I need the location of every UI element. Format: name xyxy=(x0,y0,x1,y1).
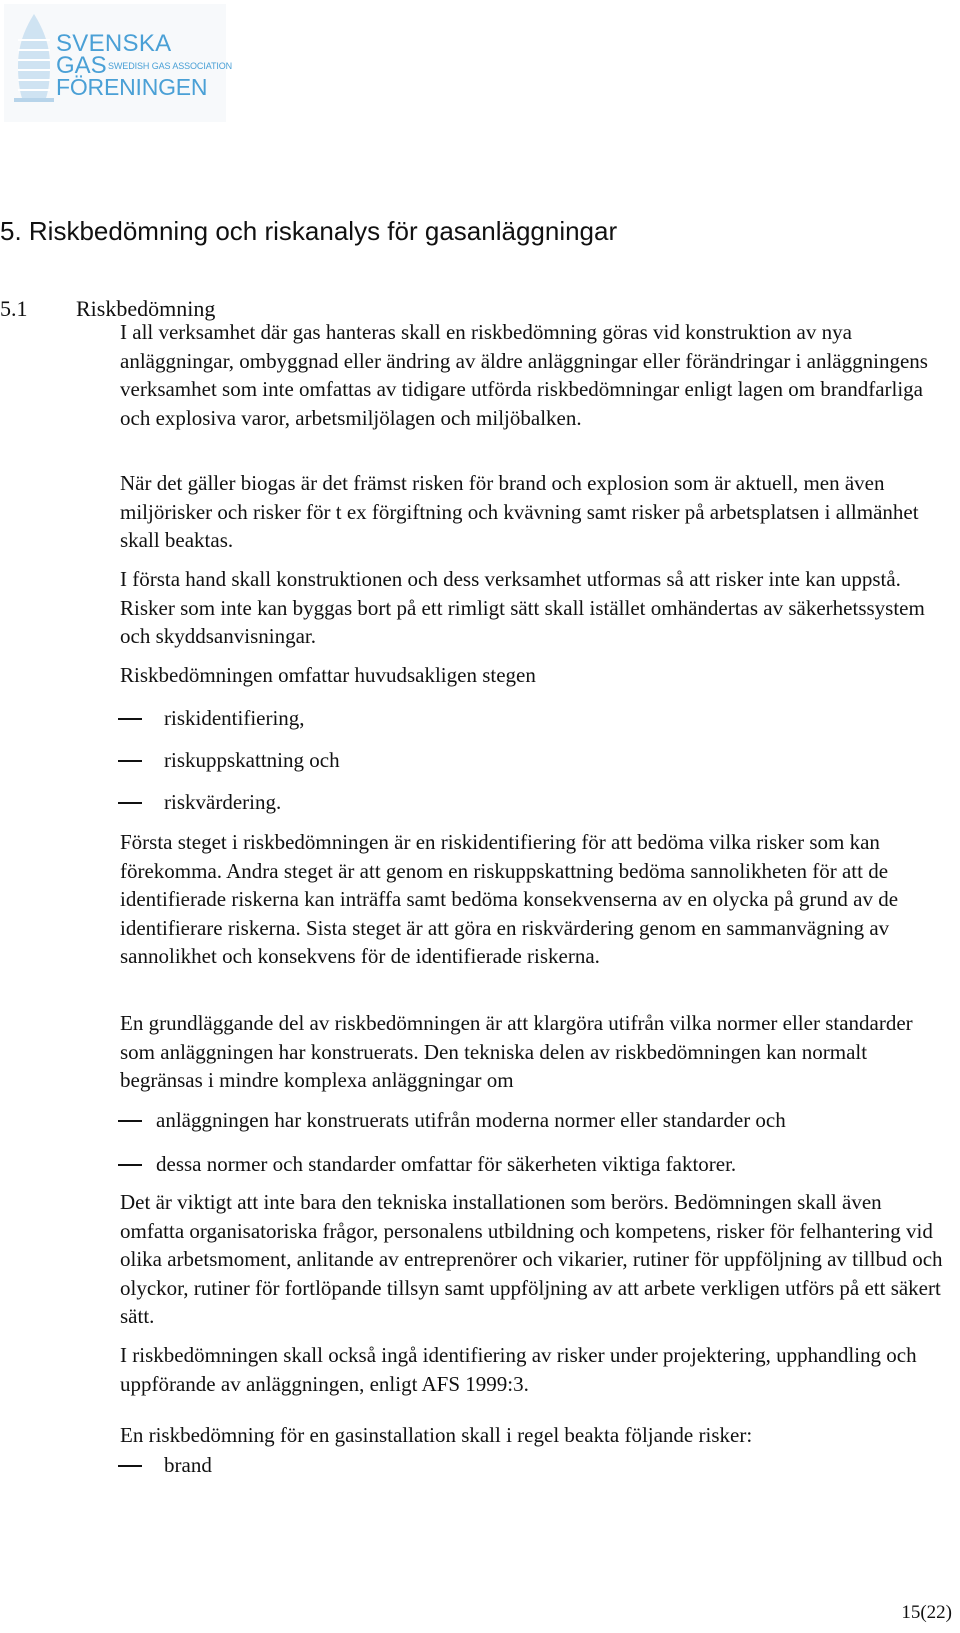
dash-bullet xyxy=(118,760,142,762)
logo-tagline: SWEDISH GAS ASSOCIATION xyxy=(108,61,233,71)
chapter-title: 5. Riskbedömning och riskanalys för gasanläggningar xyxy=(0,216,618,246)
paragraph xyxy=(120,469,950,555)
logo-line-svenska: SVENSKA xyxy=(56,30,172,57)
dash-bullet xyxy=(118,718,142,720)
list-item-text: riskuppskattning och xyxy=(164,748,340,772)
list-item-text: anläggningen har konstruerats utifrån moderna normer eller standarder och xyxy=(156,1108,786,1132)
logo-line-gas: GAS xyxy=(56,52,107,79)
dash-bullet xyxy=(118,1465,142,1467)
paragraph-text: Första steget i riskbedömningen är en riskidentifiering för att bedöma vilka risker som kan förekomma. Andra steget är att genom en riskuppskattning bedöma sannolikheten för att de identifierade riskerna kan inträffa samt bedöma konsekvenserna av en olycka på grund av de identifierare riskerna. Sista steget är att göra en riskvärdering genom en sammanvägning av sannolikhet och konsekvens för de identifierade riskerna. xyxy=(120,830,899,968)
paragraph xyxy=(120,828,950,971)
paragraph xyxy=(120,565,950,651)
paragraph xyxy=(120,318,950,432)
page-number: 15(22) xyxy=(901,1602,952,1623)
svenska-gasforeningen-logo xyxy=(4,4,233,122)
list-item-text: dessa normer och standarder omfattar för säkerheten viktiga faktorer. xyxy=(156,1152,737,1176)
dash-bullet xyxy=(118,1164,142,1166)
paragraph-text: När det gäller biogas är det främst risken för brand och explosion som är aktuell, men även miljörisker och risker för t ex förgiftning och kvävning samt risker på arbetsplatsen i allmänhet skall beaktas. xyxy=(120,471,919,552)
list-item-text: riskvärdering. xyxy=(164,790,282,814)
paragraph-text: I riskbedömningen skall också ingå identifiering av risker under projektering, upphandling och uppförande av anläggningen, enligt AFS 1999:3. xyxy=(120,1343,917,1396)
paragraph xyxy=(120,1188,950,1331)
paragraph-text: En riskbedömning för en gasinstallation skall i regel beakta följande risker: xyxy=(120,1423,753,1447)
section-number: 5.1 xyxy=(0,296,28,321)
list-item-text: riskidentifiering, xyxy=(164,706,305,730)
paragraph xyxy=(120,1341,950,1398)
paragraph-text: En grundläggande del av riskbedömningen är att klargöra utifrån vilka normer eller standarder som anläggningen har konstruerats. Den tekniska delen av riskbedömningen kan normalt begränsas i mindre komplexa anläggningar om xyxy=(120,1011,913,1092)
paragraph-text: I första hand skall konstruktionen och dess verksamhet utformas så att risker inte kan uppstå. Risker som inte kan byggas bort på ett rimligt sätt skall istället omhändertas av säkerhetssystem och skyddsanvisningar. xyxy=(120,567,925,648)
logo-line-foreningen: FÖRENINGEN xyxy=(56,74,208,100)
list-item-text: brand xyxy=(164,1453,212,1477)
paragraph xyxy=(120,1421,950,1450)
paragraph-text: I all verksamhet där gas hanteras skall en riskbedömning göras vid konstruktion av nya anläggningar, ombyggnad eller ändring av äldre anläggningar eller förändringar i anläggningens verksamhet som inte omfattas av tidigare utförda riskbedömningar enligt lagen om brandfarliga och explosiva varor, arbetsmiljölagen och miljöbalken. xyxy=(120,320,928,430)
dash-bullet xyxy=(118,802,142,804)
paragraph-text: Riskbedömningen omfattar huvudsakligen stegen xyxy=(120,663,536,687)
paragraph-text: Det är viktigt att inte bara den tekniska installationen som berörs. Bedömningen skall även omfatta organisatoriska frågor, personalens utbildning och kompetens, risker för felhantering vid olika arbetsmoment, anlitande av entreprenörer och vikarier, rutiner för uppföljning av tillbud och olyckor, rutiner för fortlöpande tillsyn samt uppföljning av att arbete verkligen utförs på ett säkert sätt. xyxy=(120,1190,943,1328)
paragraph xyxy=(120,1009,950,1095)
dash-bullet xyxy=(118,1120,142,1122)
paragraph xyxy=(120,661,950,690)
section-title: Riskbedömning xyxy=(76,296,216,321)
